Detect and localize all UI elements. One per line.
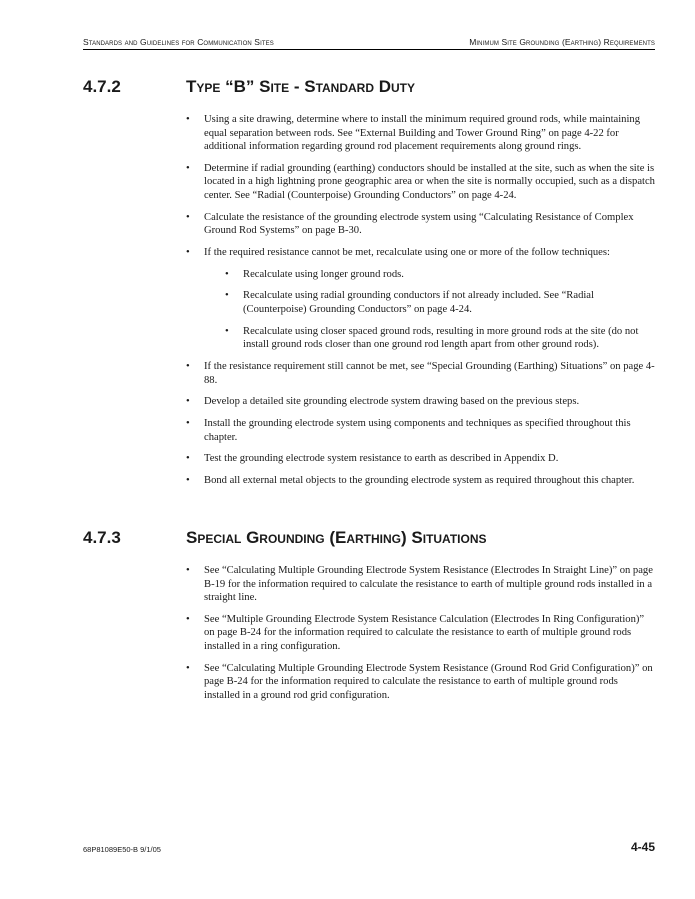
- section-title-472: Type “B” Site - Standard Duty: [186, 77, 416, 96]
- bullet-list: [186, 564, 656, 702]
- running-header: [83, 35, 655, 50]
- list-item: • Install the grounding electrode system using components and techniques as specified throughout this chapter.: [186, 417, 656, 444]
- list-item: • Develop a detailed site grounding electrode system drawing based on the previous steps.: [186, 395, 656, 409]
- sub-list-item: • Recalculate using longer ground rods.: [225, 268, 656, 282]
- list-item: [186, 246, 656, 352]
- sub-list-item: • Recalculate using closer spaced ground rods, resulting in more ground rods at the site (do not install ground rods closer than one ground rod length apart from other ground rods).: [225, 325, 656, 352]
- section-number-473: 4.7.3: [83, 528, 121, 547]
- page-number: 4-45: [630, 840, 655, 854]
- sub-bullet-list: [204, 268, 656, 352]
- footer-doc-id: 68P81089E50-B 9/1/05: [83, 845, 161, 854]
- sub-list-item: • Recalculate using radial grounding conductors if not already included. See “Radial (Counterpoise) Grounding Conductors” on page 4-24.: [225, 289, 656, 316]
- list-item: • Bond all external metal objects to the grounding electrode system as required throughout this chapter.: [186, 474, 656, 488]
- list-item-text: If the required resistance cannot be met, recalculate using one or more of the follow techniques:: [204, 246, 610, 258]
- header-left: Standards and Guidelines for Communication Sites: [83, 37, 274, 47]
- list-item: • See “Calculating Multiple Grounding Electrode System Resistance (Electrodes In Straight Line)” on page B-19 for the information required to calculate the resistance to earth of multiple ground rods installed in a straight line.: [186, 564, 656, 605]
- list-item: • Determine if radial grounding (earthing) conductors should be installed at the site, such as when the site is located in a high lightning prone geographic area or when the site is normally occupied, such as a dispatch center. See “Radial (Counterpoise) Grounding Conductors” on page 4-24.: [186, 162, 656, 203]
- list-item: • See “Calculating Multiple Grounding Electrode System Resistance (Ground Rod Grid Configuration)” on page B-24 for the information required to calculate the resistance to earth of multiple ground rods installed in a ground rod grid configuration.: [186, 662, 656, 703]
- list-item: • Calculate the resistance of the grounding electrode system using “Calculating Resistance of Complex Ground Rod Systems” on page B-30.: [186, 211, 656, 238]
- list-item: • See “Multiple Grounding Electrode System Resistance Calculation (Electrodes In Ring Configuration)” on page B-24 for the information required to calculate the resistance to earth of multiple ground rods installed in a ring configuration.: [186, 613, 656, 654]
- section-body-473: [186, 564, 656, 710]
- list-item: • If the resistance requirement still cannot be met, see “Special Grounding (Earthing) Situations” on page 4-88.: [186, 360, 656, 387]
- section-body-472: [186, 113, 656, 496]
- list-item: • Using a site drawing, determine where to install the minimum required ground rods, while maintaining equal separation between rods. See “External Building and Tower Ground Ring” on page 4-22 for additional information regarding ground rod placement requirements along ground rings.: [186, 113, 656, 154]
- section-number-472: 4.7.2: [83, 77, 121, 96]
- bullet-list: [186, 113, 656, 488]
- list-item: • Test the grounding electrode system resistance to earth as described in Appendix D.: [186, 452, 656, 466]
- header-right: Minimum Site Grounding (Earthing) Requirements: [469, 37, 655, 47]
- section-title-473: Special Grounding (Earthing) Situations: [186, 528, 487, 547]
